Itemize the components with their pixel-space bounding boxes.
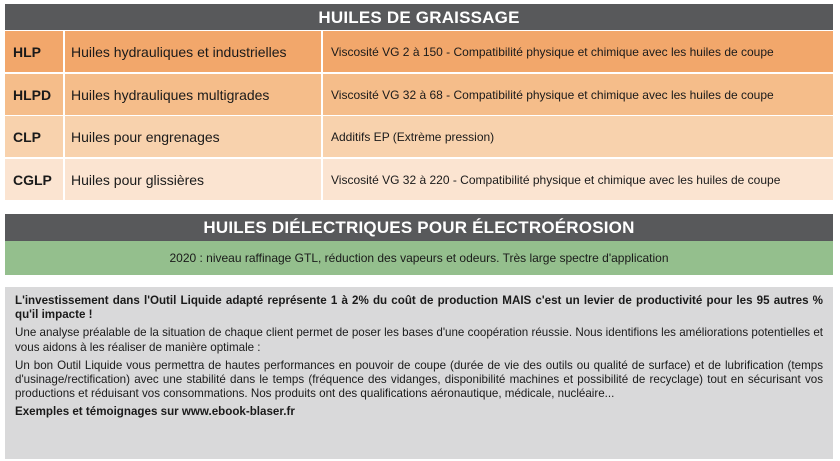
- examples-link-line: Exemples et témoignages sur www.ebook-blaser.fr: [15, 405, 295, 419]
- oil-name: Huiles hydrauliques multigrades: [63, 74, 321, 115]
- table-row: [5, 116, 833, 157]
- oil-description: Viscosité VG 32 à 220 - Compatibilité physique et chimique avec les huiles de coupe: [321, 159, 833, 200]
- table-row: [5, 74, 833, 115]
- oil-code: HLPD: [5, 74, 63, 115]
- oil-code: HLP: [5, 31, 63, 72]
- table-row: [5, 159, 833, 200]
- oil-code: CLP: [5, 116, 63, 157]
- oil-code: CGLP: [5, 159, 63, 200]
- info-paragraph-analysis: Une analyse préalable de la situation de chaque client permet de poser les bases d'une coopération réussie. Nous identifions les améliorations potentielles et vous aidons à les réaliser de manière optimale :: [15, 326, 823, 354]
- section-title-greasing-oils: HUILES DE GRAISSAGE: [5, 4, 833, 30]
- info-box: [5, 287, 833, 459]
- oil-name: Huiles pour glissières: [63, 159, 321, 200]
- info-headline: L'investissement dans l'Outil Liquide adapté représente 1 à 2% du coût de production MAIS c'est un levier de productivité pour les 95 autres % qu'il impacte !: [15, 294, 823, 322]
- table-row: [5, 31, 833, 72]
- info-paragraph-benefits: Un bon Outil Liquide vous permettra de hautes performances en pouvoir de coupe (durée de vie des outils ou qualité de surface) et de lubrification (temps d'usinage/rectification) avec une stabilité dans le temps (fréquence des vidanges, disponibilité machines et possibilité de recyclage) tout en sécurisant vos productions et réduisant vos consommations. Nos produits ont des qualifications aéronautique, médicale, nucléaire...: [15, 358, 823, 401]
- oil-description: Additifs EP (Extrème pression): [321, 116, 833, 157]
- oil-name: Huiles pour engrenages: [63, 116, 321, 157]
- section-title-dielectric-oils: HUILES DIÉLECTRIQUES POUR ÉLECTROÉROSION: [5, 214, 833, 241]
- oil-description: Viscosité VG 32 à 68 - Compatibilité physique et chimique avec les huiles de coupe: [321, 74, 833, 115]
- oil-name: Huiles hydrauliques et industrielles: [63, 31, 321, 72]
- oil-description: Viscosité VG 2 à 150 - Compatibilité physique et chimique avec les huiles de coupe: [321, 31, 833, 72]
- dielectric-description: 2020 : niveau raffinage GTL, réduction des vapeurs et odeurs. Très large spectre d'application: [5, 241, 833, 275]
